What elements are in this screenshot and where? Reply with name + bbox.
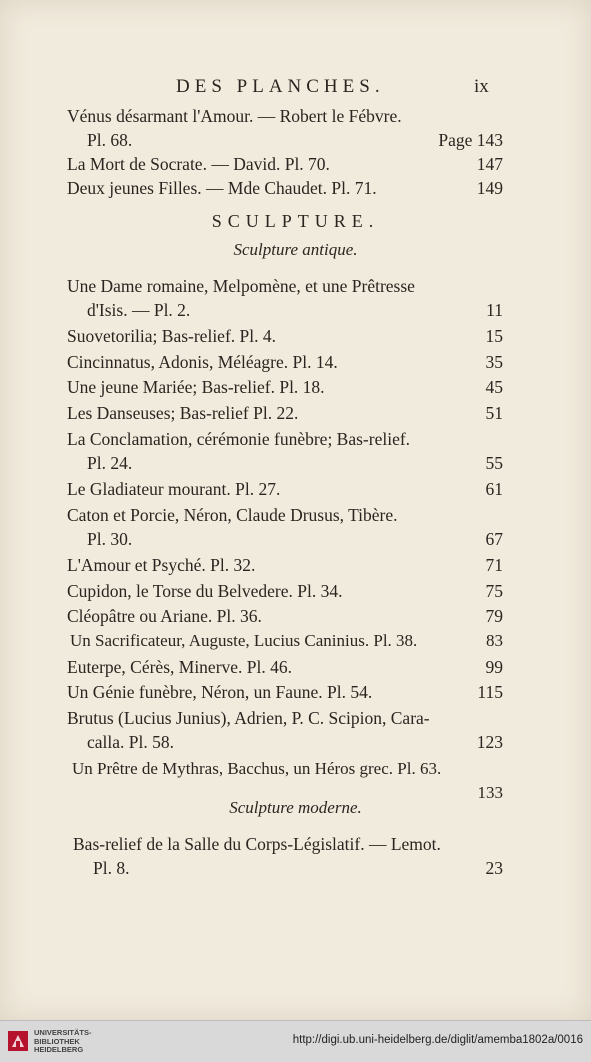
list-item [67,477,503,501]
list-item [67,152,503,176]
list-item [67,176,503,200]
entry-title: Une Dame romaine, Melpomène, et une Prêtresse [67,276,415,296]
entry-title: Le Gladiateur mourant. Pl. 27. [67,479,281,499]
list-item [70,629,503,653]
running-head [0,76,591,100]
entry-title: Brutus (Lucius Junius), Adrien, P. C. Scipion, Cara- [67,708,430,728]
entry-title: Cupidon, le Torse du Belvedere. Pl. 34. [67,581,343,601]
list-item [67,427,503,475]
entry-title: La Mort de Socrate. — David. Pl. 70. [67,154,330,174]
entry-title: Un Sacrificateur, Auguste, Lucius Caninius. Pl. 38. [70,631,418,650]
list-item [67,375,503,399]
entry-plate: Pl. 30. [87,529,133,549]
entry-page: 35 [485,352,503,372]
entry-title: Deux jeunes Filles. — Mde Chaudet. Pl. 71. [67,178,377,198]
entry-title: Les Danseuses; Bas-relief Pl. 22. [67,403,299,423]
entry-title: Vénus désarmant l'Amour. — Robert le Fébvre. [67,106,402,126]
entry-page: 149 [476,178,503,198]
entry-page: 147 [476,154,503,174]
entry-page: 79 [485,606,503,626]
entry-title: Cléopâtre ou Ariane. Pl. 36. [67,606,262,626]
entry-page: 55 [485,453,503,473]
list-item [67,604,503,628]
list-item [67,350,503,374]
viewer-footer [0,1020,591,1062]
entry-title: Caton et Porcie, Néron, Claude Drusus, Tibère. [67,505,398,525]
library-name: UNIVERSITÄTS- BIBLIOTHEK HEIDELBERG [34,1028,92,1054]
entry-title: L'Amour et Psyché. Pl. 32. [67,555,256,575]
entry-page: 99 [485,657,503,677]
entry-page: 133 [477,783,503,802]
entry-page: 11 [486,300,503,320]
entry-plate: Pl. 24. [87,453,133,473]
running-head-page-number: ix [474,76,489,97]
list-item [67,680,503,704]
entry-page: Page 143 [438,130,503,150]
entry-title: Euterpe, Cérès, Minerve. Pl. 46. [67,657,293,677]
entry-page: 123 [476,732,503,752]
entry-plate: Pl. 68. [87,130,133,150]
list-item [73,832,503,880]
entry-plate: calla. Pl. 58. [87,732,174,752]
entry-title: Suovetorilia; Bas-relief. Pl. 4. [67,326,276,346]
entry-page: 83 [486,631,503,650]
entry-page: 115 [477,682,503,702]
entry-title: Un Prêtre de Mythras, Bacchus, un Héros grec. Pl. 63. [72,759,442,778]
entry-page: 23 [485,858,503,878]
section-title: SCULPTURE. [211,211,380,231]
entry-plate: Pl. 8. [93,858,130,878]
entry-page: 61 [485,479,503,499]
entry-title: Bas-relief de la Salle du Corps-Législatif. — Lemot. [73,834,441,854]
list-item [67,503,503,551]
entry-page: 67 [485,529,503,549]
entry-page: 51 [485,403,503,423]
university-library-logo-icon [6,1029,30,1053]
entry-title: Cincinnatus, Adonis, Méléagre. Pl. 14. [67,352,338,372]
subsection-title: Sculpture moderne. [229,798,362,817]
list-item [67,553,503,577]
running-head-title: DES PLANCHES. [176,76,385,97]
list-item [67,655,503,679]
list-item [67,104,503,152]
entry-plate: d'Isis. — Pl. 2. [87,300,191,320]
subsection-title: Sculpture antique. [233,240,358,259]
entry-page: 75 [485,581,503,601]
list-item [67,274,503,322]
list-item [67,324,503,348]
list-item [67,401,503,425]
entry-title: La Conclamation, cérémonie funèbre; Bas-relief. [67,429,411,449]
entry-title: Un Génie funèbre, Néron, un Faune. Pl. 54. [67,682,373,702]
permalink-url[interactable]: http://digi.ub.uni-heidelberg.de/diglit/amemba1802a/0016 [292,1034,583,1046]
list-item [67,579,503,603]
entry-title: Une jeune Mariée; Bas-relief. Pl. 18. [67,377,325,397]
list-item [67,706,503,754]
entry-page: 45 [485,377,503,397]
entry-page: 71 [485,555,503,575]
entry-page: 15 [485,326,503,346]
